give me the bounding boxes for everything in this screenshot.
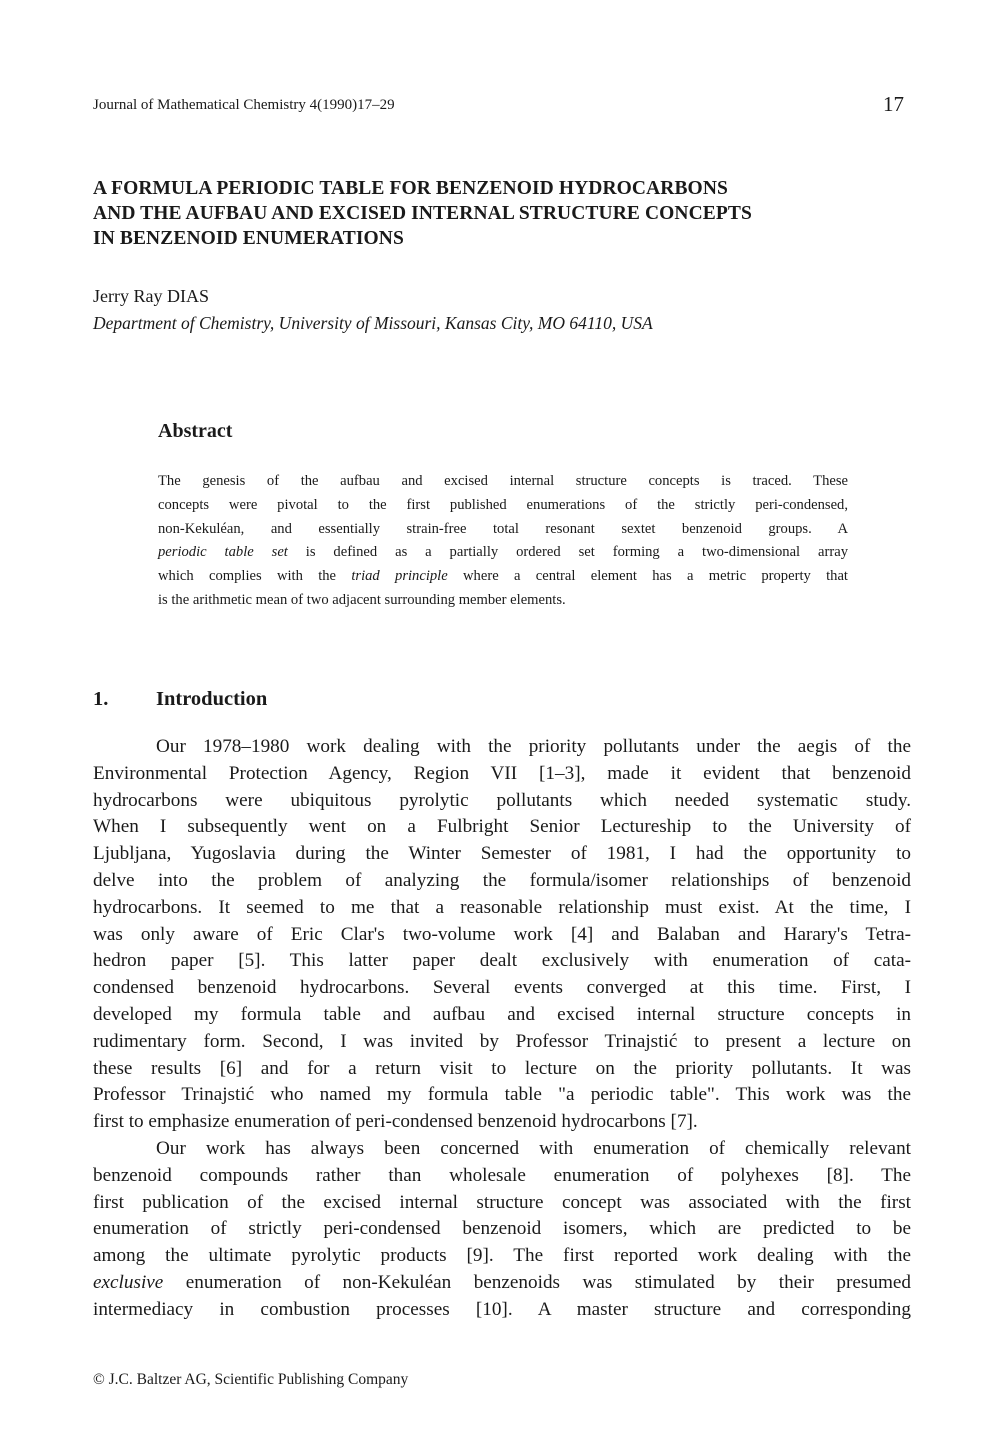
text-run: enumeration of non-Kekuléan benzenoids was stimulated by their presumed bbox=[163, 1271, 911, 1293]
text-run: where a central element has a metric property that bbox=[447, 568, 848, 585]
section-number: 1. bbox=[93, 688, 109, 710]
text-run: Our work has always been concerned with enumeration of chemically relevant bbox=[156, 1137, 911, 1159]
abstract-line bbox=[158, 494, 848, 518]
text-run: is defined as a partially ordered set forming a two-dimensional array bbox=[287, 544, 848, 561]
italic-term: triad principle bbox=[351, 568, 448, 585]
abstract-line bbox=[158, 541, 848, 565]
title-line: AND THE AUFBAU AND EXCISED INTERNAL STRUCTURE CONCEPTS bbox=[93, 203, 752, 224]
running-head: Journal of Mathematical Chemistry 4(1990)17–29 bbox=[93, 97, 395, 113]
abstract-heading: Abstract bbox=[158, 420, 233, 442]
text-run: hedron paper [5]. This latter paper dealt exclusively with enumeration of cata- bbox=[93, 950, 911, 972]
body-line bbox=[93, 761, 911, 788]
text-run: enumeration of strictly peri-condensed benzenoid isomers, which are predicted to be bbox=[93, 1218, 911, 1240]
text-run: concepts were pivotal to the first published enumerations of the strictly peri-condensed, bbox=[158, 496, 848, 513]
body-line bbox=[93, 1082, 911, 1109]
body-line bbox=[93, 1136, 911, 1163]
body-line bbox=[93, 1243, 911, 1270]
section-title: Introduction bbox=[156, 688, 268, 710]
body-line bbox=[93, 1190, 911, 1217]
text-run: Environmental Protection Agency, Region VII [1–3], made it evident that benzenoid bbox=[93, 762, 911, 784]
author-name: Jerry Ray DIAS bbox=[93, 286, 209, 306]
body-line bbox=[93, 734, 911, 761]
italic-term: periodic table set bbox=[158, 544, 288, 561]
body-line bbox=[93, 1270, 911, 1297]
paper-title bbox=[93, 176, 923, 251]
text-run: hydrocarbons were ubiquitous pyrolytic pollutants which needed systematic study. bbox=[93, 789, 911, 811]
body-line bbox=[93, 1002, 911, 1029]
body-line bbox=[93, 922, 911, 949]
page-number: 17 bbox=[883, 92, 904, 116]
section-heading bbox=[93, 688, 267, 711]
body-line bbox=[93, 841, 911, 868]
body-line bbox=[93, 975, 911, 1002]
text-run: which complies with the bbox=[158, 568, 352, 585]
text-run: rudimentary form. Second, I was invited by Professor Trinajstić to present a lecture on bbox=[93, 1030, 911, 1052]
body-line bbox=[93, 895, 911, 922]
text-run: intermediacy in combustion processes [10]. A master structure and corresponding bbox=[93, 1298, 911, 1320]
text-run: The genesis of the aufbau and excised internal structure concepts is traced. These bbox=[158, 473, 848, 489]
text-run: among the ultimate pyrolytic products [9]. The first reported work dealing with the bbox=[93, 1245, 911, 1267]
abstract-line bbox=[158, 518, 848, 542]
body-line bbox=[93, 814, 911, 841]
text-run: When I subsequently went on a Fulbright Senior Lectureship to the University of bbox=[93, 816, 911, 838]
text-run: Ljubljana, Yugoslavia during the Winter Semester of 1981, I had the opportunity to bbox=[93, 843, 911, 865]
author-affiliation: Department of Chemistry, University of Missouri, Kansas City, MO 64110, USA bbox=[93, 313, 653, 333]
body-line bbox=[93, 1056, 911, 1083]
body-text bbox=[93, 734, 911, 1324]
body-line bbox=[93, 1297, 911, 1324]
abstract-line bbox=[158, 470, 848, 494]
body-line bbox=[93, 868, 911, 895]
body-line bbox=[93, 1109, 911, 1136]
text-run: delve into the problem of analyzing the formula/isomer relationships of benzenoid bbox=[93, 869, 911, 891]
copyright-footer: © J.C. Baltzer AG, Scientific Publishing Company bbox=[93, 1371, 409, 1388]
text-run: first publication of the excised internal structure concept was associated with the first bbox=[93, 1191, 911, 1213]
text-run: benzenoid compounds rather than wholesale enumeration of polyhexes [8]. The bbox=[93, 1164, 911, 1186]
text-run: hydrocarbons. It seemed to me that a reasonable relationship must exist. At the time, I bbox=[93, 896, 911, 918]
text-run: non-Kekuléan, and essentially strain-free total resonant sextet benzenoid groups. A bbox=[158, 520, 848, 537]
text-run: first to emphasize enumeration of peri-condensed benzenoid hydrocarbons [7]. bbox=[93, 1111, 698, 1133]
text-run: Our 1978–1980 work dealing with the priority pollutants under the aegis of the bbox=[156, 736, 911, 757]
body-line bbox=[93, 948, 911, 975]
text-run: was only aware of Eric Clar's two-volume work [4] and Balaban and Harary's Tetra- bbox=[93, 923, 911, 945]
text-run: Professor Trinajstić who named my formula table "a periodic table". This work was the bbox=[93, 1084, 911, 1106]
italic-term: exclusive bbox=[93, 1271, 164, 1293]
body-line bbox=[93, 1163, 911, 1190]
body-line bbox=[93, 1216, 911, 1243]
abstract-text bbox=[158, 470, 848, 613]
title-line: A FORMULA PERIODIC TABLE FOR BENZENOID HYDROCARBONS bbox=[93, 178, 728, 199]
text-run: developed my formula table and aufbau and excised internal structure concepts in bbox=[93, 1003, 911, 1025]
body-line bbox=[93, 788, 911, 815]
abstract-line bbox=[158, 565, 848, 589]
title-line: IN BENZENOID ENUMERATIONS bbox=[93, 228, 404, 249]
text-run: condensed benzenoid hydrocarbons. Several events converged at this time. First, I bbox=[93, 977, 911, 999]
text-run: these results [6] and for a return visit to lecture on the priority pollutants. It was bbox=[93, 1057, 911, 1079]
body-line bbox=[93, 1029, 911, 1056]
abstract-line bbox=[158, 589, 848, 613]
text-run: is the arithmetic mean of two adjacent surrounding member elements. bbox=[158, 591, 566, 608]
